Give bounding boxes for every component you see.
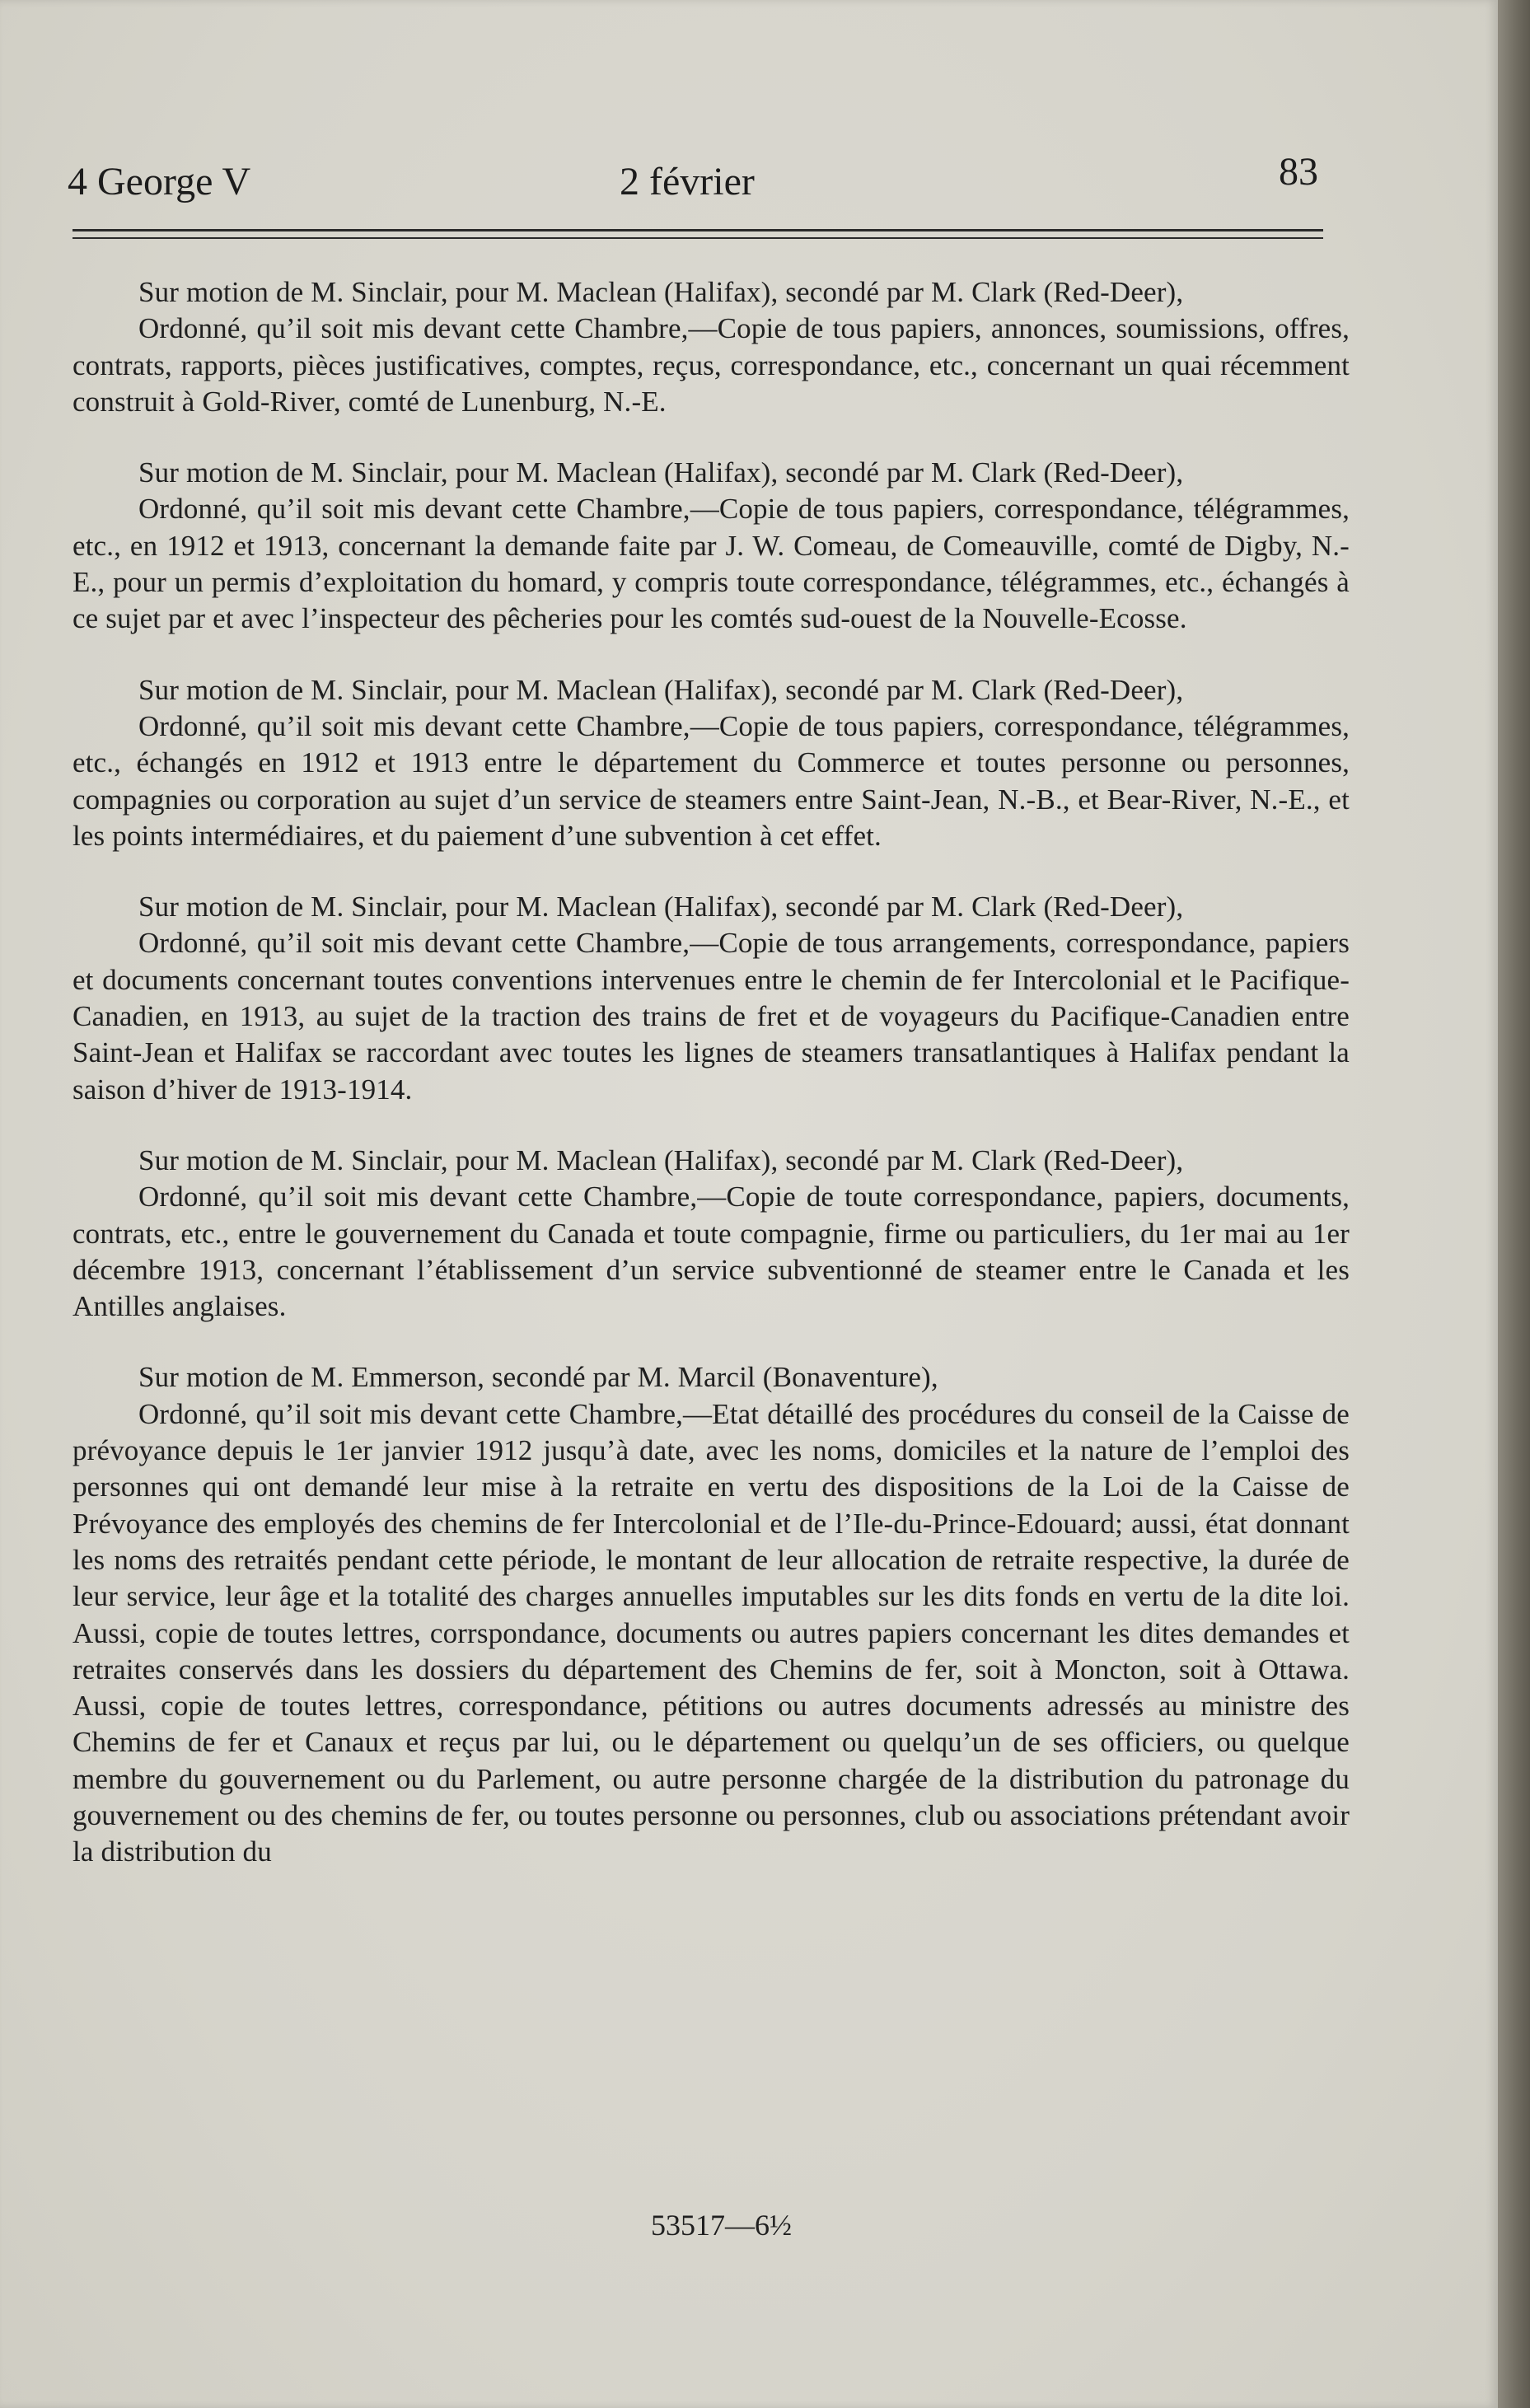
header-rule-top xyxy=(73,229,1323,231)
motion-entry xyxy=(73,672,1350,854)
page-header xyxy=(68,152,1320,210)
book-spine-edge xyxy=(1498,0,1530,2408)
motion-line: Sur motion de M. Sinclair, pour M. Maclean (Halifax), secondé par M. Clark (Red-Deer), xyxy=(138,891,1184,923)
motion-entry xyxy=(73,1359,1350,1870)
motion-entry xyxy=(73,889,1350,1108)
header-regnal-year: 4 George V xyxy=(68,160,251,203)
document-body xyxy=(73,274,1350,1905)
page-number: 83 xyxy=(1279,150,1318,194)
motion-line: Sur motion de M. Sinclair, pour M. Maclean (Halifax), secondé par M. Clark (Red-Deer), xyxy=(138,276,1184,308)
order-text: Ordonné, qu’il soit mis devant cette Chambre,—Copie de tous papiers, correspondance, télégrammes, etc., en 1912 et 1913, concernant la demande faite par J. W. Comeau, de Comeauville, comté de Digby, N.-E., pour un permis d’exploitation du homard, y compris toute correspondance, télégrammes, etc., échangés à ce sujet par et avec l’inspecteur des pêcheries pour les comtés sud-ouest de la Nouvelle-Ecosse. xyxy=(73,493,1350,635)
order-text: Ordonné, qu’il soit mis devant cette Chambre,—Copie de tous papiers, correspondance, télégrammes, etc., échangés en 1912 et 1913 entre le département du Commerce et toutes personne ou personnes, compagnies ou corporation au sujet d’un service de steamers entre Saint-Jean, N.-B., et Bear-River, N.-E., et les points intermédiaires, et du paiement d’une subvention à cet effet. xyxy=(73,709,1350,852)
motion-entry xyxy=(73,455,1350,637)
header-date: 2 février xyxy=(620,160,755,203)
motion-entry xyxy=(73,274,1350,420)
motion-line: Sur motion de M. Sinclair, pour M. Maclean (Halifax), secondé par M. Clark (Red-Deer), xyxy=(138,673,1184,706)
motion-line: Sur motion de M. Sinclair, pour M. Maclean (Halifax), secondé par M. Clark (Red-Deer), xyxy=(138,1143,1184,1176)
order-text: Ordonné, qu’il soit mis devant cette Chambre,—Copie de toute correspondance, papiers, documents, contrats, etc., entre le gouvernement du Canada et toute compagnie, firme ou particuliers, du 1er mai au 1er décembre 1913, concernant l’établissement d’un service subventionné de steamer entre le Canada et les Antilles anglaises. xyxy=(73,1181,1350,1323)
header-rule-bottom xyxy=(73,237,1323,239)
printer-signature: 53517—6½ xyxy=(651,2209,792,2242)
motion-line: Sur motion de M. Sinclair, pour M. Maclean (Halifax), secondé par M. Clark (Red-Deer), xyxy=(138,456,1184,489)
order-text: Ordonné, qu’il soit mis devant cette Chambre,—Etat détaillé des procédures du conseil de la Caisse de prévoyance depuis le 1er janvier 1912 jusqu’à date, avec les noms, domiciles et la nature de l’emploi des personnes qui ont demandé leur mise à la retraite en vertu des dispositions de la Loi de la Caisse de Prévoyance des employés des chemins de fer Intercolonial et de l’Ile-du-Prince-Edouard; aussi, état donnant les noms des retraités pendant cette période, le montant de leur allocation de retraite respective, la durée de leur service, leur âge et la totalité des charges annuelles imputables sur les dits fonds en vertu de la dite loi. Aussi, copie de toutes lettres, corrspondance, documents ou autres papiers concernant les dites demandes et retraites conservés dans les dossiers du département des Chemins de fer, soit à Moncton, soit à Ottawa. Aussi, copie de toutes lettres, correspondance, pétitions ou autres documents adressés au ministre des Chemins de fer et Canaux et reçus par lui, ou le département ou quelqu’un de ses officiers, ou quelque membre du gouvernement ou du Parlement, ou autre personne chargée de la distribution du patronage du gouvernement ou des chemins de fer, ou toutes personne ou personnes, club ou associations prétendant avoir la distribution du xyxy=(73,1397,1350,1868)
order-text: Ordonné, qu’il soit mis devant cette Chambre,—Copie de tous papiers, annonces, soumissions, offres, contrats, rapports, pièces justificatives, comptes, reçus, correspondance, etc., concernant un quai récemment construit à Gold-River, comté de Lunenburg, N.-E. xyxy=(73,312,1350,418)
motion-line: Sur motion de M. Emmerson, secondé par M. Marcil (Bonaventure), xyxy=(138,1361,938,1394)
motion-entry xyxy=(73,1143,1350,1325)
order-text: Ordonné, qu’il soit mis devant cette Chambre,—Copie de tous arrangements, correspondance, papiers et documents concernant toutes conventions intervenues entre le chemin de fer Intercolonial et le Pacifique-Canadien, en 1913, au sujet de la traction des trains de fret et de voyageurs du Pacifique-Canadien entre Saint-Jean et Halifax se raccordant avec toutes les lignes de steamers transatlantiques à Halifax pendant la saison d’hiver de 1913-1914. xyxy=(73,927,1350,1106)
